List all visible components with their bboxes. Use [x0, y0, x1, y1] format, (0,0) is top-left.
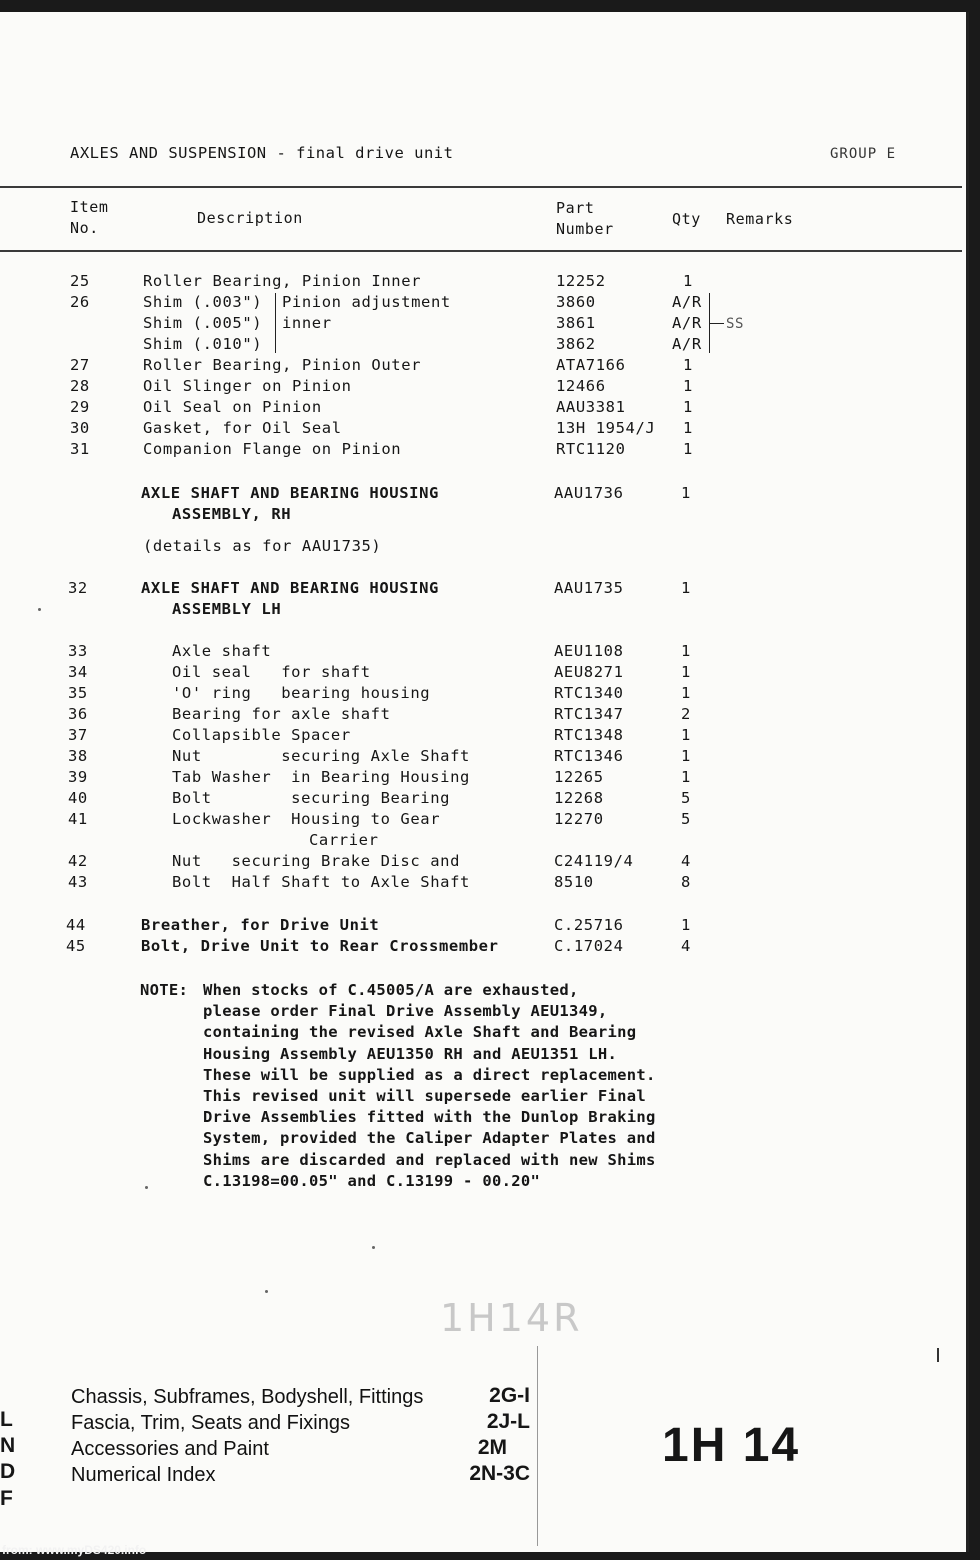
row-qty: 1: [681, 726, 691, 744]
row-description: Shim (.010"): [143, 335, 263, 353]
row-part-number: 12466: [556, 377, 606, 395]
row-description: Breather, for Drive Unit: [141, 916, 380, 934]
row-qty: 1: [683, 377, 693, 395]
row-item-no: 27: [70, 356, 90, 374]
row-part-number: AAU3381: [556, 398, 626, 416]
row-description: AXLE SHAFT AND BEARING HOUSING: [141, 484, 439, 502]
row-qty: A/R: [672, 335, 702, 353]
col-header-part-line1: Part: [556, 199, 595, 217]
row-part-number: 3862: [556, 335, 596, 353]
row-qty: 1: [681, 642, 691, 660]
row-part-number: 12268: [554, 789, 604, 807]
row-item-no: 38: [68, 747, 88, 765]
row-description: Bearing for axle shaft: [172, 705, 391, 723]
note-line: This revised unit will supersede earlier Final: [203, 1087, 647, 1106]
row-remark: SS: [726, 316, 745, 332]
scan-speck: [145, 1186, 148, 1189]
row-description: AXLE SHAFT AND BEARING HOUSING: [141, 579, 439, 597]
note-body: [203, 980, 656, 1192]
row-qty: 1: [681, 684, 691, 702]
row-item-no: 45: [66, 937, 86, 955]
row-qty: 1: [681, 747, 691, 765]
row-qty: 1: [683, 419, 693, 437]
index-letter: F: [0, 1487, 13, 1510]
row-qty: A/R: [672, 314, 702, 332]
row-qty: 1: [681, 768, 691, 786]
row-part-number: C.25716: [554, 916, 624, 934]
page-edge: [966, 12, 969, 1552]
note-line: containing the revised Axle Shaft and Bearing: [203, 1023, 637, 1042]
row-description: Oil Slinger on Pinion: [143, 377, 352, 395]
row-item-no: 28: [70, 377, 90, 395]
index-letter: N: [0, 1434, 16, 1457]
row-description-note: inner: [282, 314, 332, 332]
row-qty: 8: [681, 873, 691, 891]
row-item-no: 26: [70, 293, 90, 311]
row-item-no: 42: [68, 852, 88, 870]
note-line: C.13198=00.05" and C.13199 - 00.20": [203, 1171, 541, 1190]
index-label: Numerical Index: [71, 1464, 216, 1486]
row-item-no: 43: [68, 873, 88, 891]
col-header-part: [556, 198, 614, 240]
col-header-qty: Qty: [672, 210, 701, 228]
note-line: System, provided the Caliper Adapter Plates and: [203, 1129, 656, 1148]
row-part-number: 12252: [556, 272, 606, 290]
footer-tick: [937, 1348, 939, 1362]
row-item-no: 32: [68, 579, 88, 597]
scan-speck: [372, 1246, 375, 1249]
row-description: Collapsible Spacer: [172, 726, 351, 744]
row-qty: 2: [681, 705, 691, 723]
note-line: When stocks of C.45005/A are exhausted,: [203, 981, 579, 999]
row-item-no: 44: [66, 916, 86, 934]
row-description: Oil Seal on Pinion: [143, 398, 322, 416]
col-header-remarks: Remarks: [726, 210, 794, 228]
row-item-no: 31: [70, 440, 90, 458]
footer-divider: [537, 1346, 538, 1546]
row-part-number: 12265: [554, 768, 604, 786]
row-description: Tab Washer in Bearing Housing: [172, 768, 470, 786]
row-description: ASSEMBLY, RH: [172, 505, 292, 523]
index-code: 2M: [477, 1436, 507, 1459]
row-qty: 1: [681, 579, 691, 597]
row-description: Companion Flange on Pinion: [143, 440, 402, 458]
note-label: NOTE:: [140, 981, 189, 999]
fiche-stamp: 1H14R: [440, 1296, 583, 1340]
row-description: Bolt Half Shaft to Axle Shaft: [172, 873, 470, 891]
header-rule-top: [0, 186, 962, 188]
header-rule-bottom: [0, 250, 962, 252]
row-description-note: Pinion adjustment: [282, 293, 451, 311]
shim-bracket-left: [275, 293, 276, 353]
row-part-number: AAU1735: [554, 579, 624, 597]
row-description: Shim (.005"): [143, 314, 263, 332]
row-description: Nut securing Brake Disc and: [172, 852, 461, 870]
row-qty: 5: [681, 789, 691, 807]
row-description: 'O' ring bearing housing: [172, 684, 431, 702]
row-qty: 1: [683, 356, 693, 374]
note-line: please order Final Drive Assembly AEU1349,: [203, 1002, 608, 1021]
row-description: Shim (.003"): [143, 293, 263, 311]
row-qty: 4: [681, 937, 691, 955]
row-item-no: 37: [68, 726, 88, 744]
row-description: Bolt securing Bearing: [172, 789, 451, 807]
row-part-number: RTC1348: [554, 726, 624, 744]
col-header-part-line2: Number: [556, 220, 614, 238]
row-description: Carrier: [309, 831, 379, 849]
row-item-no: 25: [70, 272, 90, 290]
row-description: Lockwasher Housing to Gear: [172, 810, 441, 828]
row-item-no: 29: [70, 398, 90, 416]
row-description: Roller Bearing, Pinion Inner: [143, 272, 422, 290]
index-label: Chassis, Subframes, Bodyshell, Fittings: [71, 1386, 424, 1408]
row-part-number: AAU1736: [554, 484, 624, 502]
row-part-number: 3860: [556, 293, 596, 311]
scan-speck: [38, 608, 41, 611]
note-line: Housing Assembly AEU1350 RH and AEU1351 LH.: [203, 1044, 618, 1063]
shim-bracket-tick: [710, 323, 724, 324]
row-part-number: RTC1347: [554, 705, 624, 723]
row-qty: 1: [681, 663, 691, 681]
col-header-description: Description: [197, 209, 303, 227]
row-part-number: AEU8271: [554, 663, 624, 681]
row-part-number: RTC1346: [554, 747, 624, 765]
row-description: Oil seal for shaft: [172, 663, 371, 681]
page-title: AXLES AND SUSPENSION - final drive unit: [70, 144, 454, 162]
group-label: GROUP E: [830, 146, 897, 162]
row-description: Axle shaft: [172, 642, 272, 660]
row-qty: 5: [681, 810, 691, 828]
col-header-item: [70, 197, 109, 239]
row-part-number: 12270: [554, 810, 604, 828]
index-letter: D: [0, 1460, 16, 1483]
row-qty: A/R: [672, 293, 702, 311]
row-part-number: RTC1340: [554, 684, 624, 702]
row-part-number: C24119/4: [554, 852, 634, 870]
source-watermark: from: www.myDS420.info: [2, 1543, 147, 1557]
row-item-no: 36: [68, 705, 88, 723]
index-label: Fascia, Trim, Seats and Fixings: [71, 1412, 350, 1434]
row-part-number: 3861: [556, 314, 596, 332]
row-part-number: 8510: [554, 873, 594, 891]
row-qty: 1: [683, 440, 693, 458]
row-item-no: 35: [68, 684, 88, 702]
note-line: Drive Assemblies fitted with the Dunlop Braking: [203, 1108, 656, 1127]
index-letter: L: [0, 1408, 13, 1431]
row-part-number: AEU1108: [554, 642, 624, 660]
index-code: 2G-I: [489, 1384, 530, 1407]
row-qty: 1: [681, 484, 691, 502]
index-label: Accessories and Paint: [71, 1438, 269, 1460]
row-description: Gasket, for Oil Seal: [143, 419, 342, 437]
row-description: Roller Bearing, Pinion Outer: [143, 356, 422, 374]
row-part-number: ATA7166: [556, 356, 626, 374]
scan-speck: [265, 1290, 268, 1293]
row-qty: 4: [681, 852, 691, 870]
row-description: Bolt, Drive Unit to Rear Crossmember: [141, 937, 499, 955]
col-header-item-line2: No.: [70, 219, 99, 237]
index-code: 2N-3C: [469, 1462, 530, 1485]
col-header-item-line1: Item: [70, 198, 109, 216]
row-part-number: RTC1120: [556, 440, 626, 458]
index-code: 2J-L: [486, 1410, 530, 1433]
row-item-no: 40: [68, 789, 88, 807]
row-description: Nut securing Axle Shaft: [172, 747, 470, 765]
row-part-number: C.17024: [554, 937, 624, 955]
row-item-no: 33: [68, 642, 88, 660]
row-description: (details as for AAU1735): [143, 537, 382, 555]
row-item-no: 41: [68, 810, 88, 828]
row-description: ASSEMBLY LH: [172, 600, 282, 618]
fiche-number: 1H 14: [662, 1419, 801, 1472]
row-item-no: 34: [68, 663, 88, 681]
note-line: Shims are discarded and replaced with new Shims: [203, 1150, 656, 1169]
row-qty: 1: [683, 272, 693, 290]
row-item-no: 30: [70, 419, 90, 437]
row-qty: 1: [681, 916, 691, 934]
note-line: These will be supplied as a direct replacement.: [203, 1065, 656, 1084]
row-qty: 1: [683, 398, 693, 416]
supersession-note: [140, 980, 656, 1190]
row-part-number: 13H 1954/J: [556, 419, 656, 437]
row-item-no: 39: [68, 768, 88, 786]
